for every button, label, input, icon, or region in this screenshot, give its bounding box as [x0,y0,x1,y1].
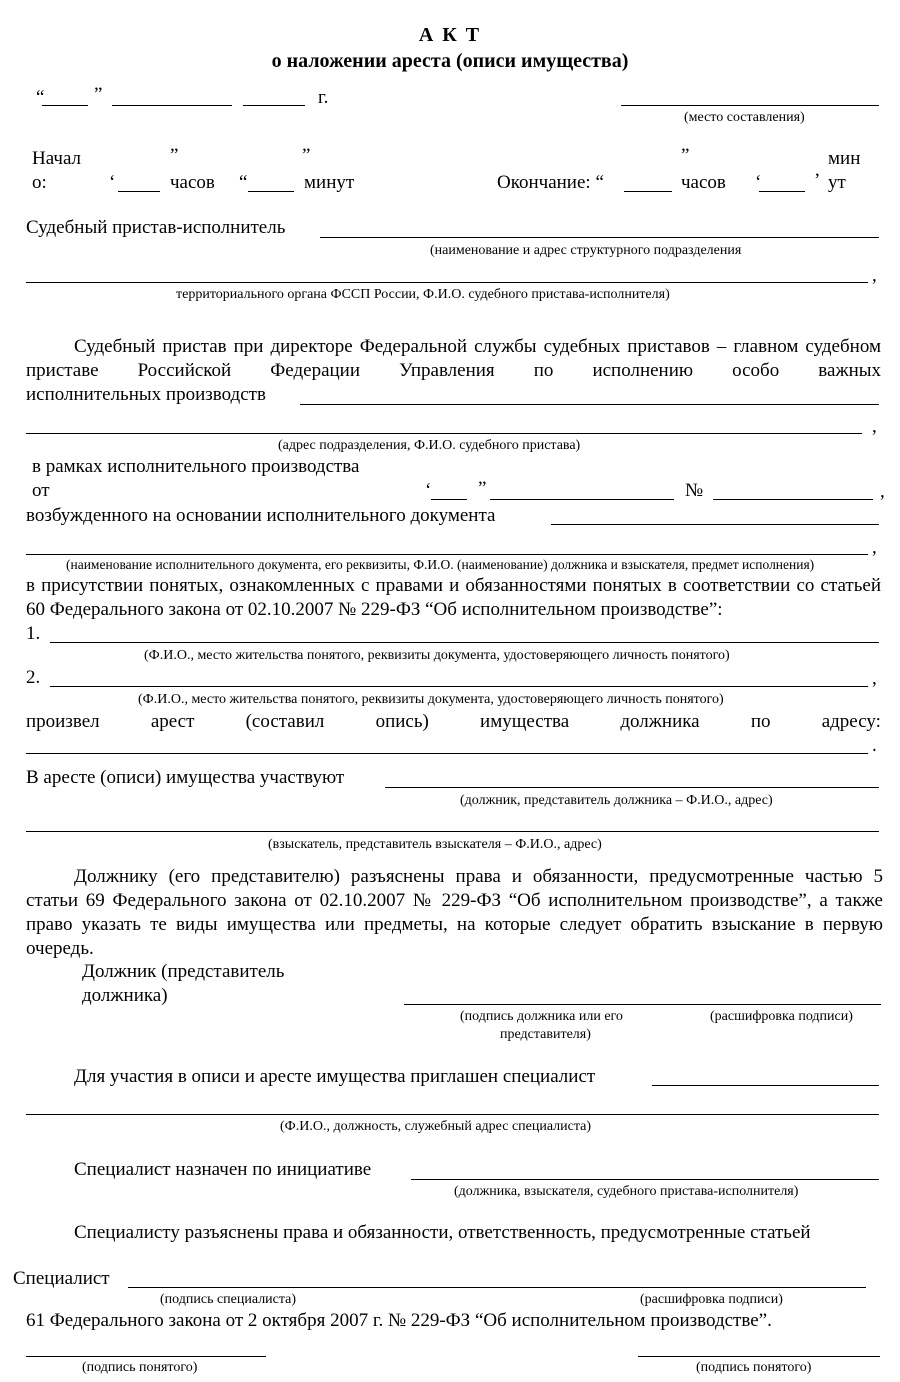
end-label: Окончание: “ [497,172,604,193]
director-field-2[interactable] [26,433,862,434]
witness-2-comma: , [872,668,877,689]
document-subtitle: о наложении ареста (описи имущества) [271,50,629,72]
debtor-sig-label-b: должника) [82,985,168,1006]
director-last-line: исполнительных производств [26,384,266,405]
bailiff-field-2[interactable] [26,282,868,283]
specialist-signature-field[interactable] [128,1287,866,1288]
day-field[interactable] [42,105,88,106]
participants-label: В аресте (описи) имущества участвуют [26,767,345,788]
q-close-2: ” [302,145,311,166]
place-caption: (место составления) [684,110,805,125]
witness-signature-left-field[interactable] [26,1356,266,1357]
director-caption: (адрес подразделения, Ф.И.О. судебного пристава) [278,438,581,453]
end-quote-open: ‘ [755,172,762,193]
end-quote-close: ” [681,145,690,166]
end-min-b: ут [828,172,846,193]
proceedings-basis: возбужденного на основании исполнительного документа [26,505,496,526]
proceedings-caption: (наименование исполнительного документа, его реквизиты, Ф.И.О. (наименование) должника и взыскателя, предмет исполнения) [66,557,815,572]
proceedings-comma: , [880,481,885,502]
witness-signature-right-field[interactable] [638,1356,880,1357]
specialist-explained: Специалисту разъяснены права и обязанности, ответственность, предусмотренные статьей [74,1222,811,1243]
witness-2-caption: (Ф.И.О., место жительства понятого, реквизиты документа, удостоверяющего личность понятого) [138,692,724,707]
start-hours-field[interactable] [118,191,160,192]
specialist-field[interactable] [652,1085,879,1086]
witness-1-caption: (Ф.И.О., место жительства понятого, реквизиты документа, удостоверяющего личность понятого) [144,648,730,663]
seizure-address-field[interactable] [26,753,868,754]
start-label-b: о: [32,172,47,193]
specialist-appointed: Специалист назначен по инициативе [74,1159,372,1180]
seizure-word: произвел [26,711,100,732]
specialist-caption-2: (должника, взыскателя, судебного пристава-исполнителя) [454,1184,799,1199]
start-minutes-label: минут [304,172,355,193]
witnesses-paragraph: в присутствии понятых, ознакомленных с правами и обязанностями понятых в соответствии со статьей 60 Федерального закона от 02.10.2007 № 229-ФЗ “Об исполнительном производстве”: [26,575,881,620]
director-paragraph: Судебный пристав при директоре Федеральной службы судебных приставов – главном судебном приставе Российской Федерации Управления по исполнению особо важных [26,336,881,381]
seizure-word: арест [150,711,195,732]
seizure-period: . [872,735,877,756]
q-open-2: “ [239,172,248,193]
month-field[interactable] [112,105,232,106]
end-min-a: мин [828,148,861,169]
proceedings-number-sign: № [685,480,704,501]
start-minutes-field[interactable] [248,191,294,192]
year-suffix: г. [318,87,329,108]
start-label-a: Начал [32,148,82,169]
debtor-sig-label-a: Должник (представитель [82,961,285,982]
document-title: А К Т [418,24,482,46]
specialist-field-2[interactable] [26,1114,879,1115]
director-field[interactable] [300,404,879,405]
proceedings-q-close: ” [478,478,487,499]
witness-2-field[interactable] [50,686,868,687]
participants-field-2[interactable] [26,831,879,832]
q-open-1: ‘ [109,172,116,193]
place-field[interactable] [621,105,879,106]
specialist-sig-label: Специалист [13,1268,110,1289]
witness-1-number: 1. [26,623,41,644]
witness-sig-right-caption: (подпись понятого) [696,1360,812,1375]
year-field[interactable] [243,105,305,106]
start-hours-label: часов [170,172,215,193]
date-quote-close: ” [94,84,103,105]
debtor-rights-paragraph: Должнику (его представителю) разъяснены права и обязанности, предусмотренные частью 5 статьи 69 Федерального закона от 02.10.2007 № 229-ФЗ “Об исполнительном производстве”, а также право указать те виды имущества или предметы, на которые следует обратить взыскание в первую очередь. [26,866,883,959]
bailiff-field[interactable] [320,237,879,238]
seizure-word: адресу: [821,711,881,732]
end-minutes-field[interactable] [759,191,805,192]
specialist-caption-1: (Ф.И.О., должность, служебный адрес специалиста) [280,1119,592,1134]
seizure-word: опись) [375,711,429,732]
proceedings-basis-field-2[interactable] [26,554,868,555]
proceedings-q-open: ‘ [425,480,432,501]
seizure-word: имущества [480,711,570,732]
end-hours-field[interactable] [624,191,672,192]
witness-1-field[interactable] [50,642,879,643]
specialist-invited: Для участия в описи и аресте имущества приглашен специалист [74,1066,596,1087]
proceedings-day-field[interactable] [431,499,467,500]
participants-field[interactable] [385,787,879,788]
proceedings-number-field[interactable] [713,499,873,500]
seizure-word: должника [620,711,700,732]
proceedings-comma-2: , [872,537,877,558]
date-quote-open: “ [36,87,45,108]
debtor-decode-caption: (расшифровка подписи) [710,1009,853,1024]
specialist-law: 61 Федерального закона от 2 октября 2007 г. № 229-ФЗ “Об исполнительном производстве”. [26,1310,772,1331]
proceedings-line-1: в рамках исполнительного производства [32,456,360,477]
bailiff-caption-1: (наименование и адрес структурного подразделения [430,243,742,258]
witness-sig-left-caption: (подпись понятого) [82,1360,198,1375]
bailiff-caption-2: территориального органа ФССП России, Ф.И.О. судебного пристава-исполнителя) [176,287,670,302]
debtor-sig-caption-a: (подпись должника или его [460,1009,623,1024]
specialist-initiative-field[interactable] [411,1179,879,1180]
proceedings-from: от [32,480,50,501]
seizure-line [26,711,881,733]
q-close-1: ” [170,145,179,166]
witness-2-number: 2. [26,667,41,688]
end-hours-label: часов [681,172,726,193]
debtor-signature-field[interactable] [404,1004,881,1005]
specialist-sig-caption: (подпись специалиста) [160,1292,297,1307]
specialist-decode-caption: (расшифровка подписи) [640,1292,783,1307]
participants-caption-2: (взыскатель, представитель взыскателя – Ф.И.О., адрес) [268,837,602,852]
director-comma: , [872,416,877,437]
bailiff-comma: , [872,265,877,286]
seizure-word: по [750,711,771,732]
participants-caption-1: (должник, представитель должника – Ф.И.О., адрес) [460,793,773,808]
bailiff-label: Судебный пристав-исполнитель [26,217,286,238]
proceedings-basis-field[interactable] [551,524,879,525]
seizure-word: (составил [245,711,325,732]
debtor-sig-caption-b: представителя) [500,1027,591,1042]
proceedings-date-field[interactable] [490,499,674,500]
end-quote-close-2: ’ [814,170,821,191]
